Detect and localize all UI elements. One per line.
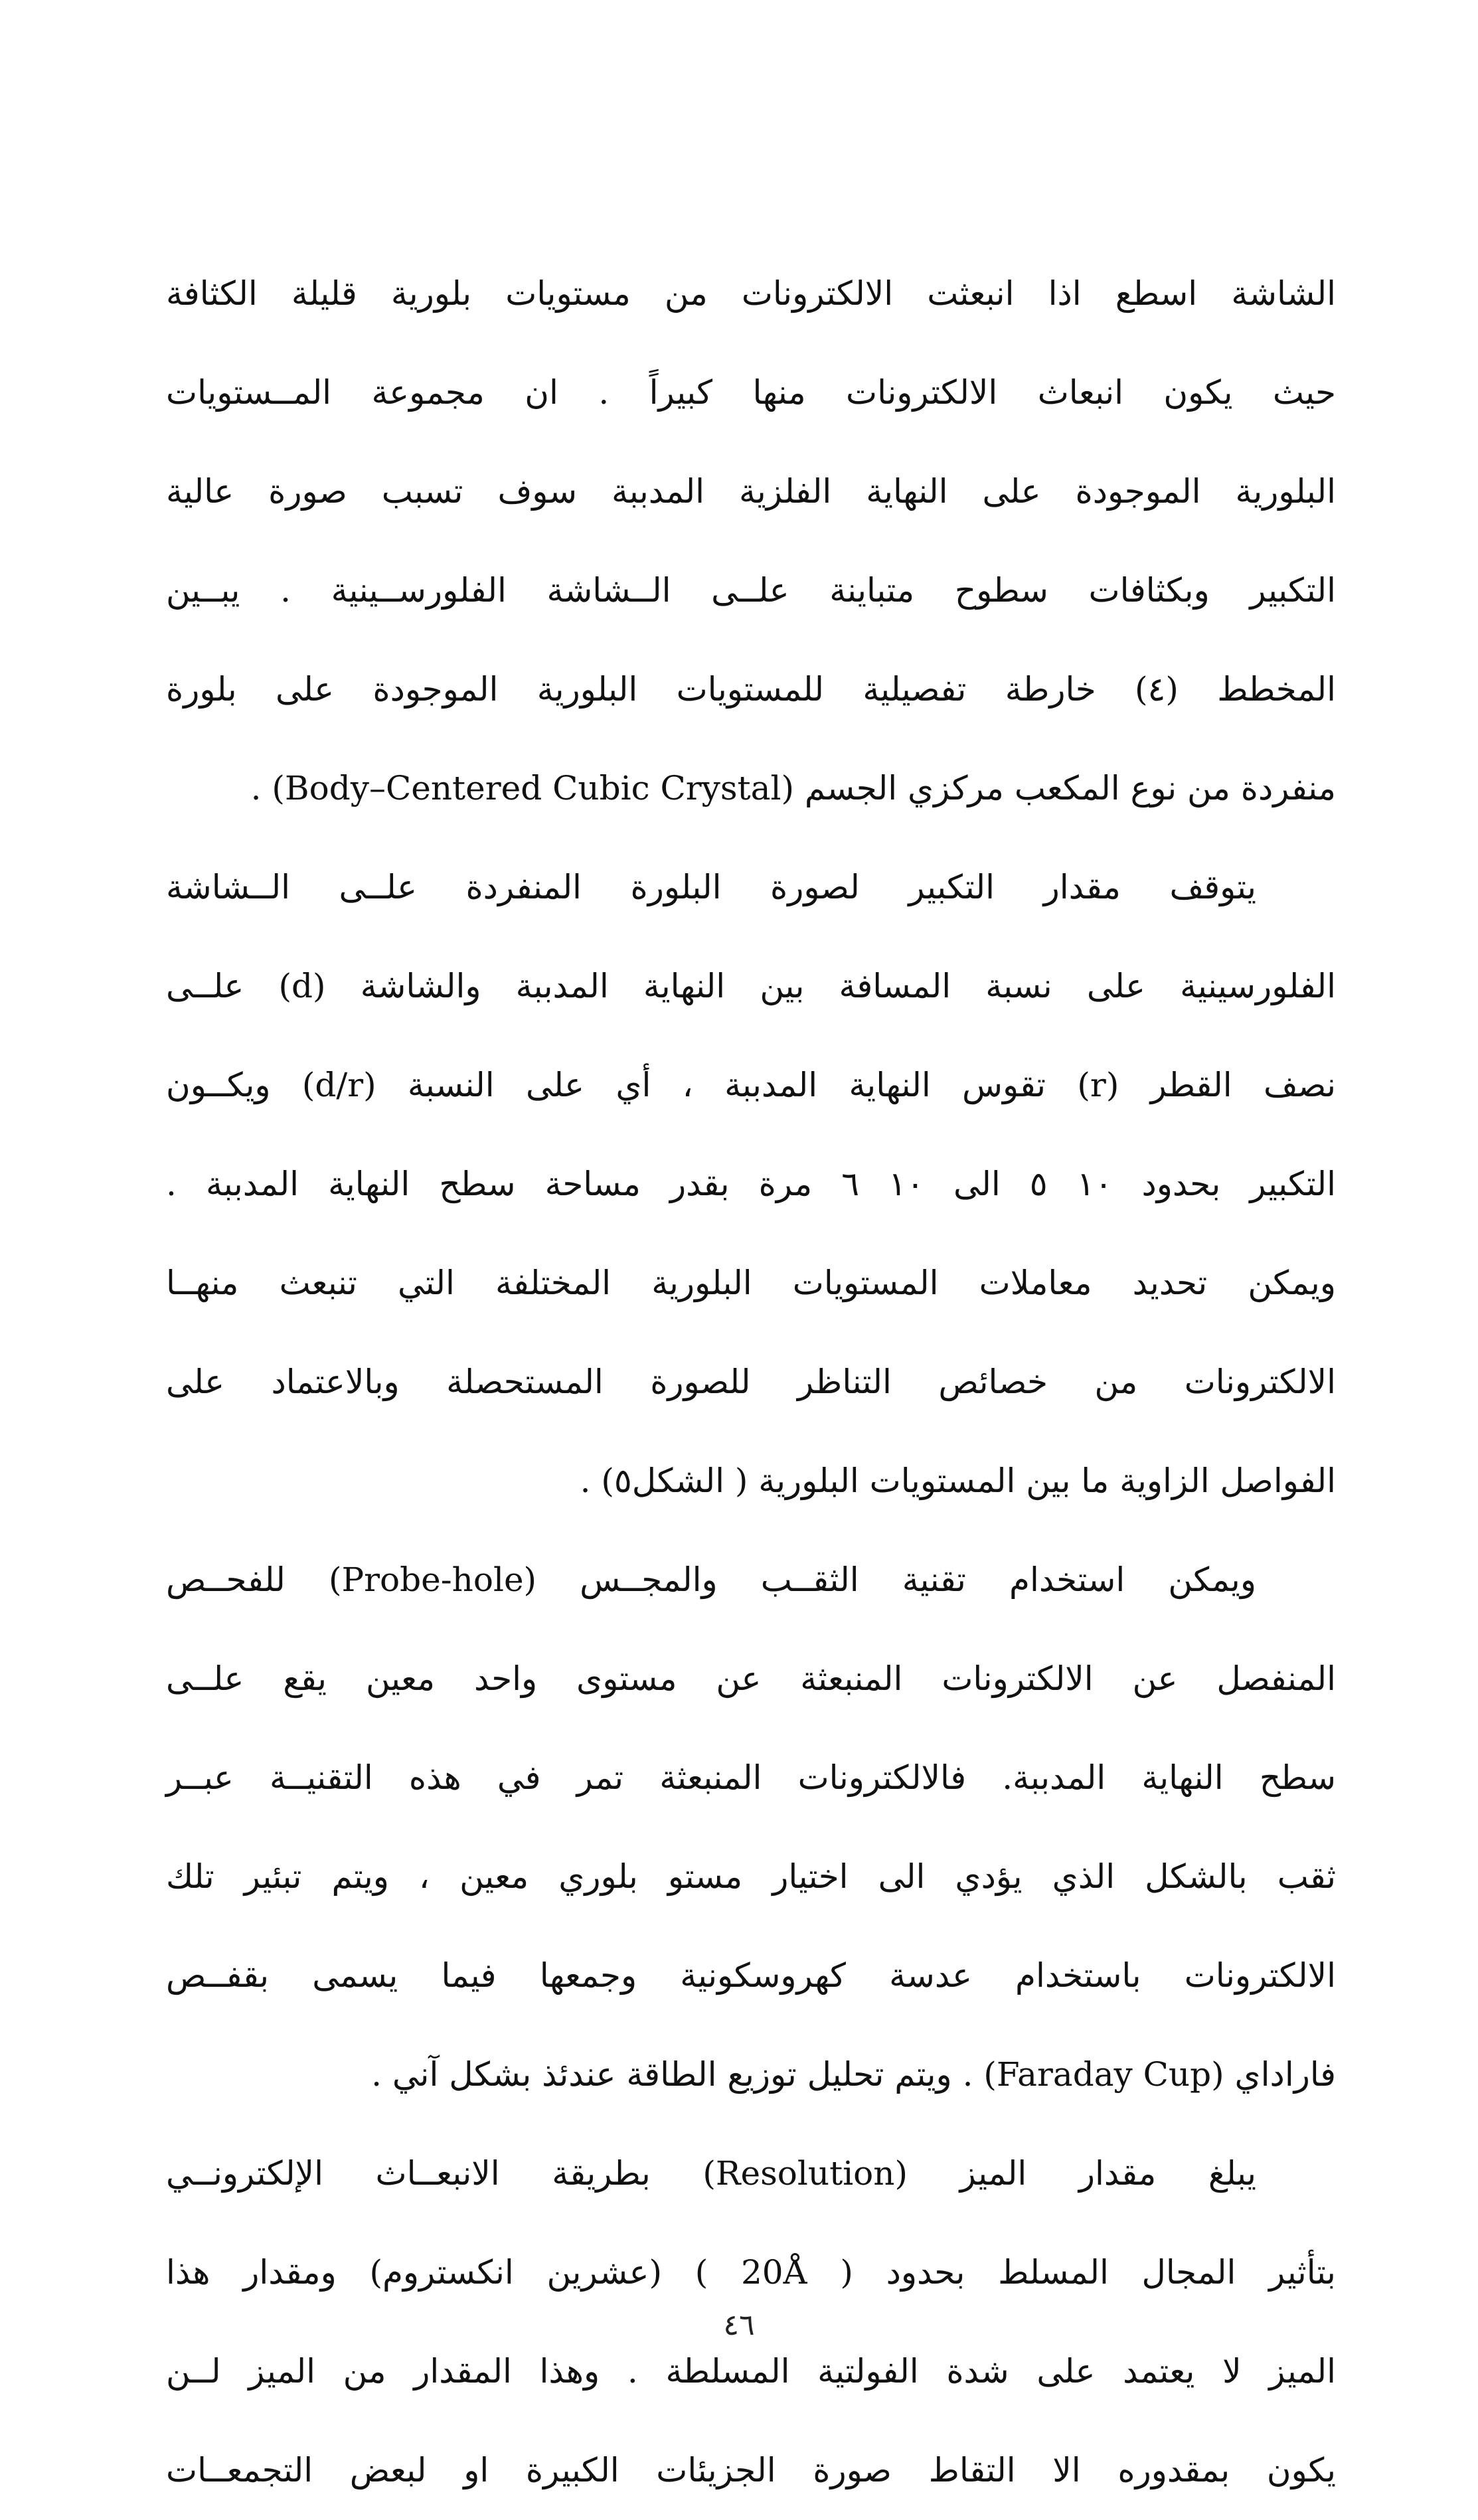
text-line: ويمكن استخدام تقنية الثقــب والمجــس (Probe-hole) للفحــص	[166, 1560, 1256, 1599]
text-line: حيث يكون انبعاث الالكترونات منها كبيراً . ان مجموعة المــستويات	[166, 373, 1336, 412]
text-line: التكبير وبكثافات سطوح متباينة علــى الــشاشة الفلورســينية . يبــين	[166, 571, 1336, 610]
text-line: الفلورسينية على نسبة المسافة بين النهاية المدببة والشاشة (d) علــى	[166, 967, 1336, 1005]
text-line: يبلغ مقدار الميز (Resolution) بطريقة الانبعــاث الإلكترونــي	[166, 2154, 1256, 2193]
page-number: ٤٦	[723, 2308, 755, 2342]
text-line: يكون بمقدوره الا التقاط صورة الجزيئات الكبيرة او لبعض التجمعــات	[166, 2451, 1336, 2489]
text-line: ويمكن تحديد معاملات المستويات البلورية المختلفة التي تنبعث منهــا	[166, 1264, 1336, 1302]
text-line: بتأثير المجال المسلط بحدود ( 20Å ) (عشرين انكستروم) ومقدار هذا	[166, 2253, 1336, 2292]
text-line: الميز لا يعتمد على شدة الفولتية المسلطة . وهذا المقدار من الميز لــن	[166, 2352, 1336, 2391]
text-line: الالكترونات باستخدام عدسة كهروسكونية وجمعها فيما يسمى بقفــص	[166, 1956, 1336, 1995]
text-line: فاراداي (Faraday Cup) . ويتم تحليل توزيع الطاقة عندئذ بشكل آني .	[371, 2055, 1336, 2094]
text-line: المنفصل عن الالكترونات المنبعثة عن مستوى واحد معين يقع علــى	[166, 1659, 1336, 1698]
text-line: سطح النهاية المدببة. فالالكترونات المنبعثة تمر في هذه التقنيــة عبــر	[166, 1758, 1336, 1797]
text-line: منفردة من نوع المكعب مركزي الجسم (Body–Centered Cubic Crystal) .	[250, 769, 1336, 807]
text-line: ثقب بالشكل الذي يؤدي الى اختيار مستو بلوري معين ، ويتم تبئير تلك	[166, 1857, 1336, 1896]
text-line: يتوقف مقدار التكبير لصورة البلورة المنفردة علــى الــشاشة	[166, 868, 1256, 906]
text-line: نصف القطر (r) تقوس النهاية المدببة ، أي على النسبة (d/r) ويكــون	[166, 1066, 1337, 1104]
text-line: الالكترونات من خصائص التناظر للصورة المستحصلة وبالاعتماد على	[166, 1363, 1336, 1401]
text-line: الشاشة اسطع اذا انبعثت الالكترونات من مستويات بلورية قليلة الكثافة	[166, 274, 1336, 313]
text-line: التكبير بحدود ١٠ ٥ الى ١٠ ٦ مرة بقدر مساحة سطح النهاية المدببة .	[166, 1165, 1336, 1203]
text-line: البلورية الموجودة على النهاية الفلزية المدببة سوف تسبب صورة عالية	[166, 472, 1336, 511]
text-line: الفواصل الزاوية ما بين المستويات البلورية ( الشكل٥) .	[580, 1462, 1336, 1500]
text-line: المخطط (٤) خارطة تفصيلية للمستويات البلورية الموجودة على بلورة	[166, 670, 1337, 709]
body-text	[166, 244, 1336, 2520]
